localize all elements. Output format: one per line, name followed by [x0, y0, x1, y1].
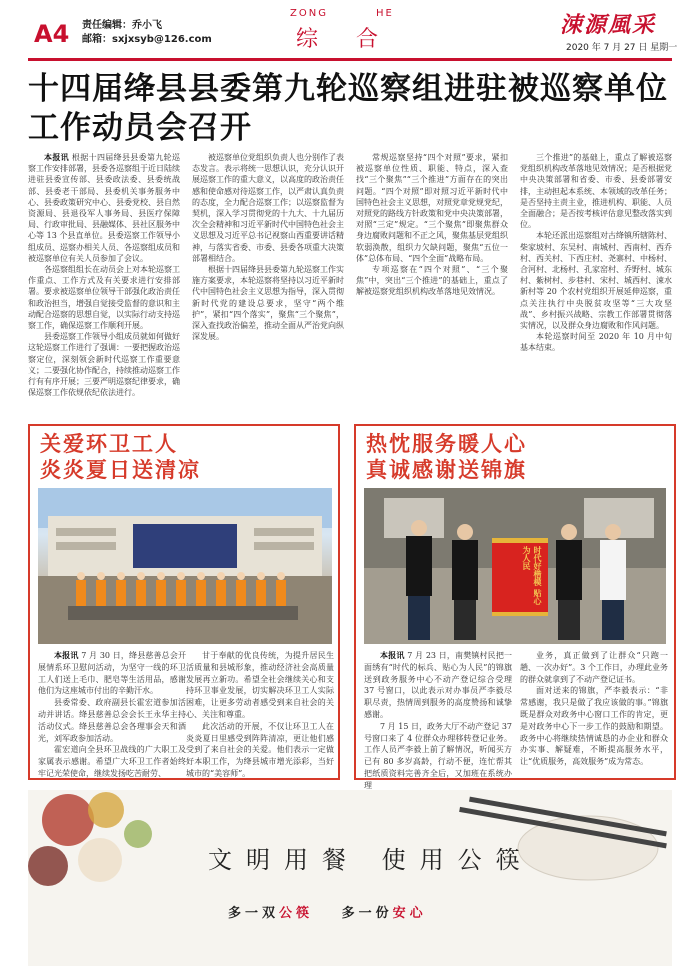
- sanitation-photo-illustration: [38, 488, 332, 644]
- ad-slogan: 文明用餐 使用公筷: [208, 846, 534, 874]
- section-pinyin-2: HE: [375, 8, 394, 19]
- section-pinyin-1: ZONG: [290, 8, 328, 19]
- story-title-line-2: 炎炎夏日送清凉: [40, 458, 201, 482]
- ad-sub-part: 多一双: [228, 906, 280, 921]
- editor-email: 邮箱：sxjxsyb@126.com: [82, 34, 212, 45]
- story-paragraph: 7 月 15 日，政务大厅不动产登记 37 号窗口来了 4 位群众办理移转登记业务。工作人员严李毅上前了解情况，听闻买方已有 80 多岁高龄，行动不便，连忙帮其把纸质资料完善齐全后，又加班在系统办理: [364, 721, 512, 790]
- story-title-line-1: 热忱服务暖人心: [366, 432, 527, 456]
- story-paragraph: 县委常委、政府副县长霍宏道参加活动并讲话。绛县慈善总会会长王永华主持活动仪式。绛县慈善总会各理事会天和酒光，刘军政参加活动。: [38, 698, 186, 743]
- ad-illustration: [28, 790, 672, 966]
- article-column-2: [192, 152, 344, 400]
- masthead: [0, 0, 700, 60]
- article-paragraph: 根据十四届绛县县委第九轮巡察工作实施方案要求，本轮巡察将坚持以习近平新时代中国特色社会主义思想为指导，深入贯彻新时代党的建设总要求，坚守“两个维护”，紧扣“四个落实”，聚焦“三个聚焦”，深入查找政治偏差，推动全面从严治党向纵深发展。: [192, 265, 344, 342]
- article-paragraph: 县委巡察工作领导小组成员就如何做好这轮巡察工作进行了强调：一要把握政治巡察定位，深刻领会新时代巡察工作重要意义；二要强化协作配合，持续推动巡察工作行有有序开展；三要严明巡察纪律要求，确保巡察工作依规依纪依法进行。: [28, 332, 180, 398]
- ad-subslogan: [228, 902, 427, 921]
- story-paragraph: 7 月 30 日，绛县慈善总会开展情系环卫慰问活动，为坚守一线的环卫工人们送上毛巾、肥皂等生活用品，感谢他们为这座城市付出的辛勤汗水。: [38, 651, 186, 696]
- sanitation-workers-photo: [38, 488, 332, 644]
- article-paragraph: 常规巡察坚持“四个对照”要求，紧扣被巡察单位性质、职能、特点，深入查找“三个聚焦”“三个推进”方面存在的突出问题。“四个对照”即对照习近平新时代中国特色社会主义思想，对照党章党规党纪，对照党的路线方针政策和党中央决策部署，对照“三定”规定。“三个聚焦”即聚焦群众身边腐败问题和不正之风，聚焦基层党组织软弱涣散，组织力欠缺问题，聚焦“五位一体”总体布局、“四个全面”战略布局。: [356, 153, 508, 263]
- story-box-service: [354, 424, 676, 790]
- page-number: A4: [34, 20, 70, 48]
- article-paragraph: 被巡察单位党组织负责人也分别作了表态发言。表示将统一思想认识，充分认识开展巡察工作的重大意义，以高度的政治责任感和使命感对待巡察工作，以严肃认真负责的态度，全力配合巡察工作；以巡察监督为契机，深入学习贯彻党的十九大、十九届历次全会精神和习近平新时代中国特色社会主义思想及习近平总书记视察山西重要讲话精神，与落实省委、市委、县委各项重大决策部署相结合。: [192, 153, 344, 263]
- section-pinyin: [290, 8, 442, 19]
- banner-text: 时代好楷模 贴心为人民: [522, 546, 543, 605]
- story-paragraph: 7 月 23 日，南樊镇村民把一面绣有“时代的标兵、贴心为人民”的锦旗送到政务服务中心不动产登记综合受理 37 号窗口，以此表示对办事员严李毅尽职尽责，热情周到服务的高度赞扬和诚挚感谢。: [364, 651, 512, 719]
- article-paragraph: 本轮还派出巡察组对古绛镇所辖陈村、柴家坡村、东吴村、南城村、西南村、西乔村、西关村、下西庄村、尧寨村、中杨村、合河村、北杨村、孔家窑村、乔野村、城东村、紫树村、步巷村、宋村、城西村、涑水新村等 20 个农村党组织开展延伸巡察，重点关注执行中央脱贫攻坚等“三大攻坚战”、乡村振兴战略、宗教工作部署贯彻落实情况，以及群众身边腐败和作风问题。: [520, 231, 672, 331]
- article-column-3: [356, 152, 508, 400]
- story-text-left-col: [364, 650, 512, 792]
- public-service-ad: [28, 790, 672, 966]
- story-text-left-col: [38, 650, 186, 780]
- ad-sub-part: 多一份: [341, 906, 393, 921]
- publication-date: 2020 年 7 月 27 日 星期一: [566, 43, 678, 53]
- story-paragraph: 面对送来的锦旗，严李毅表示：“非常感谢，我只是做了我应该做的事。”锦旗既是群众对政务中心窗口工作的肯定，更是对政务中心下一步工作的鼓励和期望。政务中心将继续热情诚恳的办企业和群众办实事、解疑难，不断提高服务水平，让“优质服务，高效服务”成为常态。: [520, 686, 668, 767]
- article-column-1: [28, 152, 180, 400]
- banner-presentation-photo: [364, 488, 666, 644]
- editor-name: 责任编辑：乔小飞: [82, 20, 162, 31]
- ad-sub-highlight: 公筷: [279, 906, 314, 921]
- masthead-rule: [28, 58, 672, 61]
- article-paragraph: 各巡察组组长在动员会上对本轮巡察工作重点、工作方式及有关要求进行安排部署。要求被巡察单位领导干部强化政治责任和政治担当，增强自觉接受监督的意识和主动配合巡察的思想自觉，以实际行动支持巡察工作，确保巡察工作顺利开展。: [28, 265, 180, 331]
- article-paragraph: 专项巡察在“四个对照”、“三个聚焦”中，突出“三个推进”的基础上，重点了解被巡察党组织机构改革落地见效情况。: [356, 265, 508, 297]
- main-headline: 十四届绛县县委第九轮巡察组进驻被巡察单位工作动员会召开: [28, 71, 668, 146]
- article-paragraph: 三个推进”的基础上，重点了解被巡察党组织机构改革落地见效情况；是否根据党中央决策部署和省委、市委、县委部署安排，主动担起本系统、本领域的改革任务；是否坚持主责主业，推进机构、职能、人员全面融合；是否按考核评估意见整改落实到位。: [520, 153, 672, 230]
- ad-sub-highlight: 安心: [392, 906, 427, 921]
- story-title-line-1: 关爱环卫工人: [40, 432, 178, 456]
- section-title: 综合: [296, 27, 417, 52]
- article-column-4: [520, 152, 672, 400]
- editor-info: [82, 19, 212, 47]
- article-lead: 本报讯: [44, 152, 70, 162]
- story-title-line-2: 真诚感谢送锦旗: [366, 458, 527, 482]
- story-paragraph: 霍宏道向全县环卫战线的广大职工及家属表示感谢。希望广大环卫工作者始终牢记光荣使命，继续发扬吃苦耐劳、: [38, 745, 186, 778]
- story-paragraph: 此次活动的开展，不仅让环卫工人在炎炎夏日里感受到阵阵清凉，更让他们感受到了来自社会的关爱。他们表示一定做好本职工作，为绛县城市增光添彩，当好城市的“美容师”。: [186, 721, 334, 778]
- story-paragraph: 业务，真正做到了让群众“只跑一趟、一次办好”。3 个工作日，办理此业务的群众就拿到了不动产登记证书。: [520, 651, 668, 684]
- story-paragraph: 甘于奉献的优良传统，为提升居民生活质量和县城形象，推动经济社会高质量发展再立新功。希望全社会继续关心和支持环卫事业发展，切实解决环卫工人实际困难，让更多劳动者感受到来自社会的关心、关注和尊重。: [186, 651, 334, 719]
- story-text-right-col: [186, 650, 334, 780]
- story-box-sanitation: [28, 424, 340, 780]
- article-paragraph: 本轮巡察时间至 2020 年 10 月中旬基本结束。: [520, 332, 672, 353]
- newspaper-brand: 涑源風采: [560, 12, 657, 38]
- story-lead: 本报讯: [54, 650, 79, 660]
- main-article: [28, 152, 672, 400]
- article-paragraph: 根据十四届绛县县委第九轮巡察工作安排部署，县委各巡察组于近日陆续进驻县委宣传部、县委政法委、县委统战部、县委老干部局、县委机关事务服务中心、县委政策研究中心、县委党校、县自然资源局、县退役军人事务局、县医疗保障局、行政审批局、县融媒体、县社区服务中心等 13 个县直单位。县委巡察工作领导小组成员、巡察办相关人员、各巡察组成员和被巡察单位有关人员参加了会议。: [28, 153, 180, 263]
- story-lead: 本报讯: [380, 650, 405, 660]
- story-text-right-col: [520, 650, 668, 768]
